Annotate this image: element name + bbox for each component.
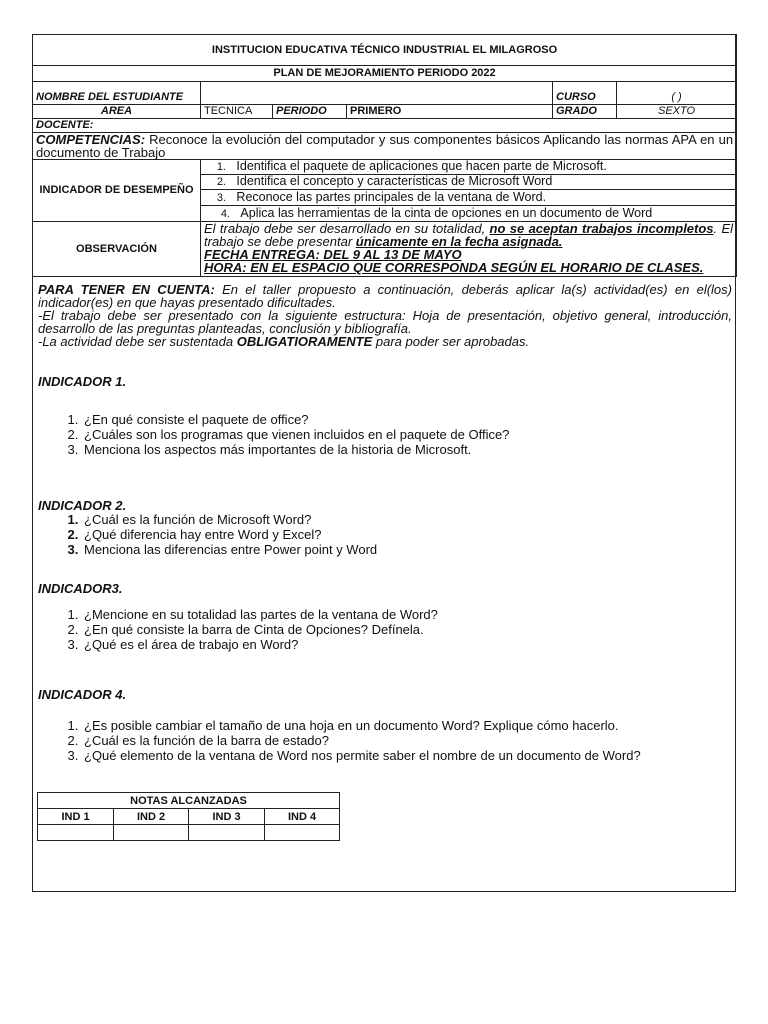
competencies-label: COMPETENCIAS: — [36, 132, 146, 147]
question-item: 1. ¿Mencione en su totalidad las partes de la ventana de Word? — [82, 607, 438, 622]
indicator-3-questions — [38, 607, 438, 652]
competencies-block — [33, 133, 737, 160]
student-label: NOMBRE DEL ESTUDIANTE — [33, 82, 201, 105]
grade-col-header: IND 1 — [38, 809, 114, 825]
grade-col-header: IND 2 — [114, 809, 189, 825]
header-table — [32, 34, 737, 277]
indicator-item: 1. Identifica el paquete de aplicaciones que hacen parte de Microsoft. — [201, 160, 737, 175]
grade-col-header: IND 4 — [265, 809, 340, 825]
area-value: TECNICA — [201, 105, 273, 119]
question-item: 3. ¿Qué elemento de la ventana de Word nos permite saber el nombre de un documento de Word? — [82, 748, 641, 763]
question-item: 3. ¿Qué es el área de trabajo en Word? — [82, 637, 438, 652]
grades-table — [37, 792, 340, 841]
question-item: 1. ¿En qué consiste el paquete de office? — [82, 412, 509, 427]
course-label: CURSO — [553, 82, 617, 105]
student-name-field[interactable] — [201, 82, 553, 105]
grade-cell[interactable] — [114, 825, 189, 841]
question-item: 1. ¿Es posible cambiar el tamaño de una hoja en un documento Word? Explique cómo hacerlo. — [82, 718, 641, 733]
grade-cell[interactable] — [265, 825, 340, 841]
instructions-structure: -El trabajo debe ser presentado con la siguiente estructura: Hoja de presentación, objetivo general, introducción, desarrollo de las preguntas planteadas, conclusión y bibliografía. — [38, 308, 732, 336]
instructions: PARA TENER EN CUENTA: En el taller propuesto a continuación, deberás aplicar la(s) actividad(es) en el(los) indicador(es) en que hayas presentado dificultades. -El trabajo debe ser presentado con la siguiente estructura: Hoja de presentación, objetivo general, introducción, desarrollo de las preguntas planteadas, conclusión y bibliografía. -La actividad debe ser sustentada OBLIGATIORAMENTE para poder ser aprobadas. — [38, 282, 732, 349]
question-item: 2. ¿Cuál es la función de la barra de estado? — [82, 733, 641, 748]
instructions-oral: -La actividad debe ser sustentada OBLIGATIORAMENTE para poder ser aprobadas. — [38, 334, 530, 349]
question-item: 1. ¿Cuál es la función de Microsoft Word? — [82, 512, 377, 527]
indicator-2-title: INDICADOR 2. — [38, 498, 127, 513]
indicator-item: 3. Reconoce las partes principales de la ventana de Word. — [201, 190, 737, 206]
delivery-time: HORA: EN EL ESPACIO QUE CORRESPONDA SEGÚN EL HORARIO DE CLASES. — [204, 260, 704, 275]
observation-text: El trabajo debe ser desarrollado en su totalidad, no se aceptan trabajos incompletos. El trabajo se debe presentar únicamente en la fecha asignada. FECHA ENTREGA: DEL 9 AL 13 DE MAYO HORA: EN EL ESPACIO QUE CORRESPONDA SEGÚN EL HORARIO DE CLASES. — [201, 222, 737, 277]
question-item: 3. Menciona las diferencias entre Power point y Word — [82, 542, 377, 557]
period-label: PERIODO — [273, 105, 347, 119]
indicator-1-title: INDICADOR 1. — [38, 374, 127, 389]
question-item: 3. Menciona los aspectos más importantes de la historia de Microsoft. — [82, 442, 509, 457]
instructions-label: PARA TENER EN CUENTA: — [38, 282, 215, 297]
observation-label: OBSERVACIÓN — [33, 222, 201, 277]
question-item: 2. ¿En qué consiste la barra de Cinta de Opciones? Defínela. — [82, 622, 438, 637]
indicator-4-questions — [38, 718, 641, 763]
grade-col-header: IND 3 — [189, 809, 265, 825]
question-item: 2. ¿Cuáles son los programas que vienen incluidos en el paquete de Office? — [82, 427, 509, 442]
grades-title: NOTAS ALCANZADAS — [38, 793, 340, 809]
question-item: 2. ¿Qué diferencia hay entre Word y Excel? — [82, 527, 377, 542]
delivery-date: FECHA ENTREGA: DEL 9 AL 13 DE MAYO — [204, 247, 462, 262]
institution-title: INSTITUCION EDUCATIVA TÉCNICO INDUSTRIAL EL MILAGROSO — [33, 35, 737, 66]
indicator-item: 4. Aplica las herramientas de la cinta de opciones en un documento de Word — [201, 206, 737, 222]
course-field[interactable]: ( ) — [617, 82, 737, 105]
grade-label: GRADO — [553, 105, 617, 119]
grade-cell[interactable] — [38, 825, 114, 841]
area-label: AREA — [33, 105, 201, 119]
indicator-1-questions — [38, 412, 509, 457]
indicator-3-title: INDICADOR3. — [38, 581, 123, 596]
indicator-4-title: INDICADOR 4. — [38, 687, 127, 702]
grade-value: SEXTO — [617, 105, 737, 119]
indicator-label: INDICADOR DE DESEMPEÑO — [33, 160, 201, 222]
teacher-label: DOCENTE: — [33, 119, 737, 133]
grade-cell[interactable] — [189, 825, 265, 841]
indicator-item: 2. Identifica el concepto y características de Microsoft Word — [201, 175, 737, 190]
period-value: PRIMERO — [347, 105, 553, 119]
competencies-text: Reconoce la evolución del computador y sus componentes básicos Aplicando las normas APA en un documento de Trabajo — [36, 132, 734, 160]
plan-title: PLAN DE MEJORAMIENTO PERIODO 2022 — [33, 66, 737, 82]
indicator-2-questions — [38, 512, 377, 557]
